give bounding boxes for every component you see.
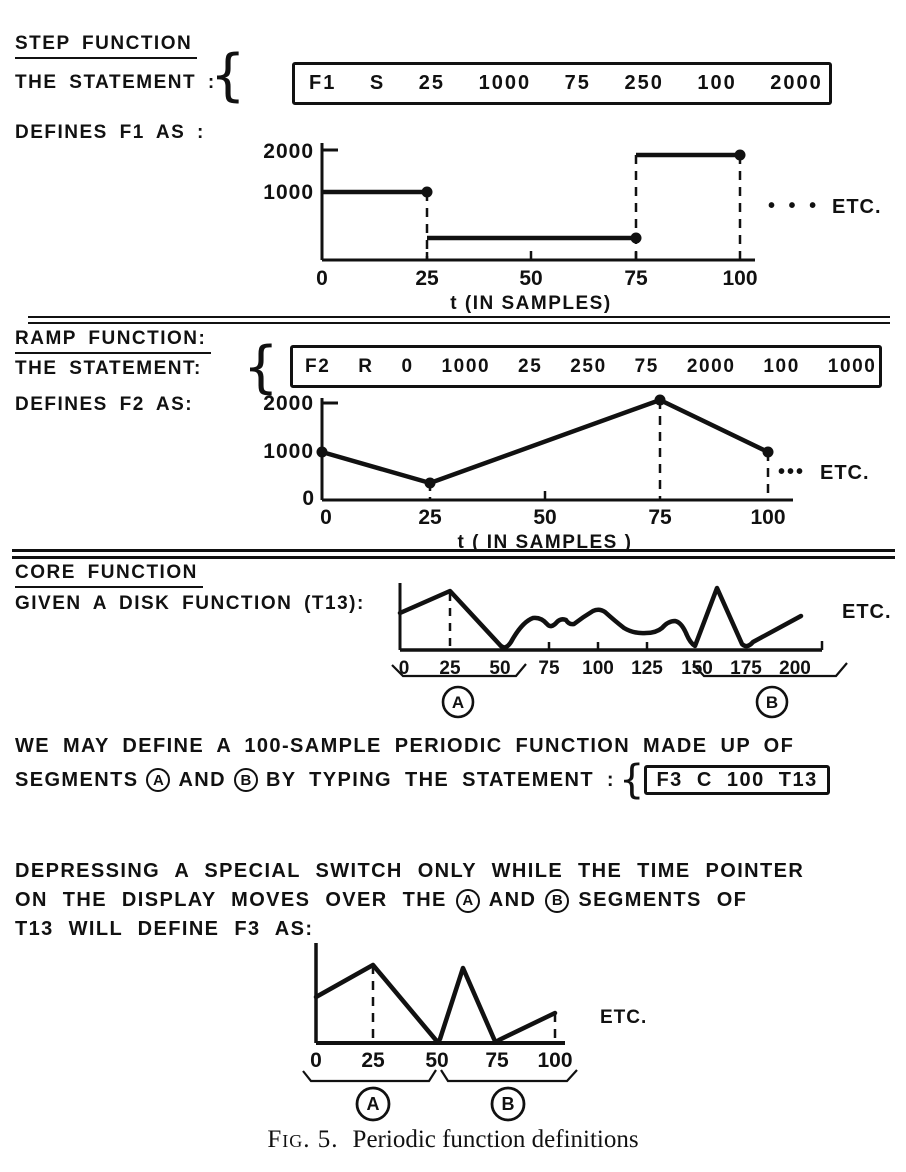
- ramp-point: [655, 395, 666, 406]
- switch-line2-pre: ON THE DISPLAY MOVES OVER THE: [15, 889, 447, 911]
- core-given-label: GIVEN A DISK FUNCTION (T13):: [15, 593, 365, 614]
- core-section-title: CORE FUNCTION: [15, 562, 203, 588]
- f3-curve: [316, 965, 555, 1041]
- f3-etc-label: ETC.: [600, 1007, 648, 1028]
- step-ylabel-1000: 1000: [263, 181, 314, 204]
- ramp-point: [763, 447, 774, 458]
- step-etc-label: ETC.: [832, 196, 882, 218]
- f3-statement-paragraph: [15, 735, 900, 803]
- f3-statement-text: F3 C 100 T13: [656, 768, 818, 791]
- switch-line2-post: SEGMENTS OF: [578, 889, 748, 911]
- f3-xlabel-75: 75: [485, 1049, 509, 1072]
- core-segment-b-brace: [693, 663, 847, 676]
- step-xlabel-100: 100: [722, 267, 758, 290]
- step-ylabel-2000: 2000: [263, 140, 314, 163]
- f3-xlabel-0: 0: [310, 1049, 322, 1072]
- ramp-section-title: RAMP FUNCTION:: [15, 328, 211, 354]
- switch-note-line1: DEPRESSING A SPECIAL SWITCH ONLY WHILE THE TIME POINTER: [15, 860, 805, 882]
- f3-line2-segments-word: SEGMENTS: [15, 768, 139, 791]
- figure-caption-text: Periodic function definitions: [352, 1126, 639, 1153]
- ramp-xlabel-100: 100: [750, 506, 786, 529]
- ramp-statement-text: F2 R 0 1000 25 250 75 2000 100 1000: [305, 355, 877, 377]
- step-xlabel-25: 25: [415, 267, 439, 290]
- f3-xlabel-25: 25: [361, 1049, 385, 1072]
- figure-caption-label: Fig. 5.: [267, 1126, 339, 1153]
- switch-line2-and-word: AND: [488, 889, 537, 911]
- segment-b-badge: B: [545, 889, 569, 913]
- core-xlabel-200: 200: [779, 658, 811, 679]
- step-xlabel-0: 0: [316, 267, 328, 290]
- core-xlabel-0: 0: [398, 658, 410, 679]
- core-function-plot: [388, 576, 906, 742]
- ramp-continuation-dots: •••: [778, 461, 806, 483]
- core-segment-a-letter: A: [451, 693, 465, 712]
- step-continuation-dots: • • •: [768, 195, 821, 217]
- ramp-axis-title: t ( IN SAMPLES ): [457, 532, 633, 553]
- step-xlabel-75: 75: [624, 267, 648, 290]
- f3-segment-a-letter: A: [366, 1094, 380, 1114]
- core-segment-b-letter: B: [765, 693, 779, 712]
- figure-caption: [0, 1126, 906, 1154]
- ramp-etc-label: ETC.: [820, 462, 870, 484]
- core-xlabel-150: 150: [681, 658, 713, 679]
- step-defines-label: DEFINES F1 AS :: [15, 122, 205, 143]
- f3-line2-and-word: AND: [178, 768, 226, 791]
- step-function-plot: [248, 128, 906, 316]
- switch-note-line2: [15, 887, 900, 914]
- segment-b-badge: B: [234, 768, 258, 792]
- step-axis-title: t (IN SAMPLES): [450, 293, 612, 314]
- f3-xlabel-100: 100: [537, 1049, 573, 1072]
- step-statement-label: THE STATEMENT :: [15, 72, 216, 93]
- f3-paragraph-line2: [15, 757, 900, 803]
- ramp-xlabel-50: 50: [533, 506, 557, 529]
- core-xlabel-175: 175: [730, 658, 762, 679]
- core-xlabel-100: 100: [582, 658, 614, 679]
- f3-statement-box: [644, 765, 829, 795]
- ramp-ylabel-1000: 1000: [263, 440, 314, 463]
- f3-segment-b-letter: B: [501, 1094, 515, 1114]
- step-statement-text: F1 S 25 1000 75 250 100 2000: [309, 72, 823, 94]
- core-etc-label: ETC.: [842, 601, 892, 623]
- step-point: [422, 187, 433, 198]
- ramp-point: [317, 447, 328, 458]
- f3-xlabel-50: 50: [425, 1049, 449, 1072]
- switch-note-line3: T13 WILL DEFINE F3 AS:: [15, 918, 314, 940]
- ramp-curve: [322, 400, 768, 483]
- step-left-brace: {: [210, 43, 246, 108]
- step-xlabel-50: 50: [519, 267, 543, 290]
- step-point: [735, 150, 746, 161]
- ramp-ylabel-0: 0: [302, 487, 314, 510]
- ramp-function-plot: [248, 388, 906, 560]
- ramp-statement-label: THE STATEMENT:: [15, 358, 202, 379]
- ramp-left-brace: {: [243, 335, 279, 400]
- ramp-xlabel-75: 75: [648, 506, 672, 529]
- core-xlabel-25: 25: [439, 658, 461, 679]
- ramp-statement-box: [290, 345, 882, 388]
- f3-function-plot: [290, 938, 690, 1133]
- segment-a-badge: A: [146, 768, 170, 792]
- section-divider: [28, 316, 890, 324]
- ramp-defines-label: DEFINES F2 AS:: [15, 394, 194, 415]
- core-xlabel-75: 75: [538, 658, 560, 679]
- f3-line2-typing-text: BY TYPING THE STATEMENT :: [265, 768, 615, 791]
- ramp-xlabel-0: 0: [320, 506, 332, 529]
- step-section-title: STEP FUNCTION: [15, 33, 197, 59]
- segment-a-badge: A: [456, 889, 480, 913]
- section-divider-thick: [12, 549, 895, 559]
- ramp-point: [425, 478, 436, 489]
- step-point: [631, 233, 642, 244]
- f3-paragraph-line1: WE MAY DEFINE A 100-SAMPLE PERIODIC FUNCTION MADE UP OF: [15, 735, 795, 757]
- ramp-ylabel-2000: 2000: [263, 392, 314, 415]
- core-xlabel-50: 50: [489, 658, 511, 679]
- ramp-xlabel-25: 25: [418, 506, 442, 529]
- step-statement-box: [292, 62, 832, 105]
- switch-note-paragraph: [15, 860, 900, 941]
- f3-left-brace: {: [618, 757, 645, 803]
- core-xlabel-125: 125: [631, 658, 663, 679]
- core-curve: [400, 588, 801, 647]
